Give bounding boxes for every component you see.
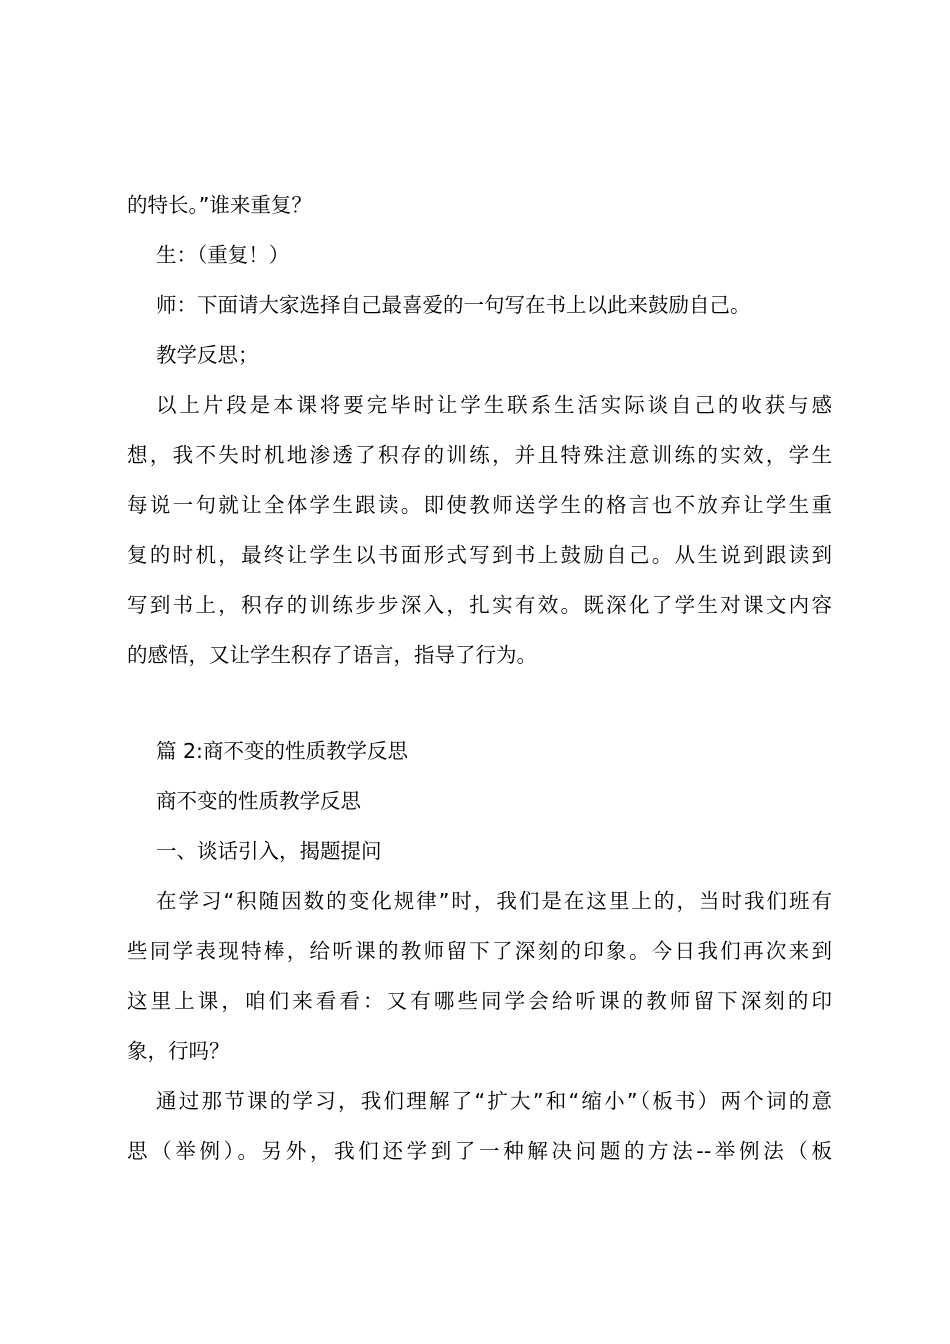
section-heading: 篇 2:商不变的性质教学反思 xyxy=(156,739,408,763)
paragraph-line: 写到书上，积存的训练步步深入，扎实有效。既深化了学生对课文内容 xyxy=(127,593,832,617)
dialogue-teacher: 师：下面请大家选择自己最喜爱的一句写在书上以此来鼓励自己。 xyxy=(156,293,751,317)
paragraph-line: 些同学表现特棒，给听课的教师留下了深刻的印象。今日我们再次来到 xyxy=(127,939,832,963)
paragraph-line: 的感悟，又让学生积存了语言，指导了行为。 xyxy=(127,643,537,667)
subheading: 一、谈话引入，揭题提问 xyxy=(156,839,382,863)
paragraph-line: 每说一句就让全体学生跟读。即使教师送学生的格言也不放弃让学生重 xyxy=(127,493,832,517)
paragraph-line: 通过那节课的学习，我们理解了“扩大”和“缩小”（板书）两个词的意 xyxy=(156,1089,832,1113)
section-title: 商不变的性质教学反思 xyxy=(156,789,361,813)
paragraph-line: 复的时机，最终让学生以书面形式写到书上鼓励自己。从生说到跟读到 xyxy=(127,543,832,567)
paragraph-line: 在学习“积随因数的变化规律”时，我们是在这里上的，当时我们班有 xyxy=(156,889,832,913)
paragraph-line: 象，行吗？ xyxy=(127,1039,230,1063)
paragraph-line: 以上片段是本课将要完毕时让学生联系生活实际谈自己的收获与感 xyxy=(156,393,832,417)
reflection-label: 教学反思； xyxy=(156,343,259,367)
dialogue-student: 生：（重复！） xyxy=(156,243,290,267)
paragraph-line: 想，我不失时机地渗透了积存的训练，并且特殊注意训练的实效，学生 xyxy=(127,443,832,467)
text-line: 的特长。”谁来重复？ xyxy=(127,193,312,217)
paragraph-line: 思（举例）。另外，我们还学到了一种解决问题的方法--举例法（板 xyxy=(127,1139,832,1163)
paragraph-line: 这里上课，咱们来看看：又有哪些同学会给听课的教师留下深刻的印 xyxy=(127,989,832,1013)
